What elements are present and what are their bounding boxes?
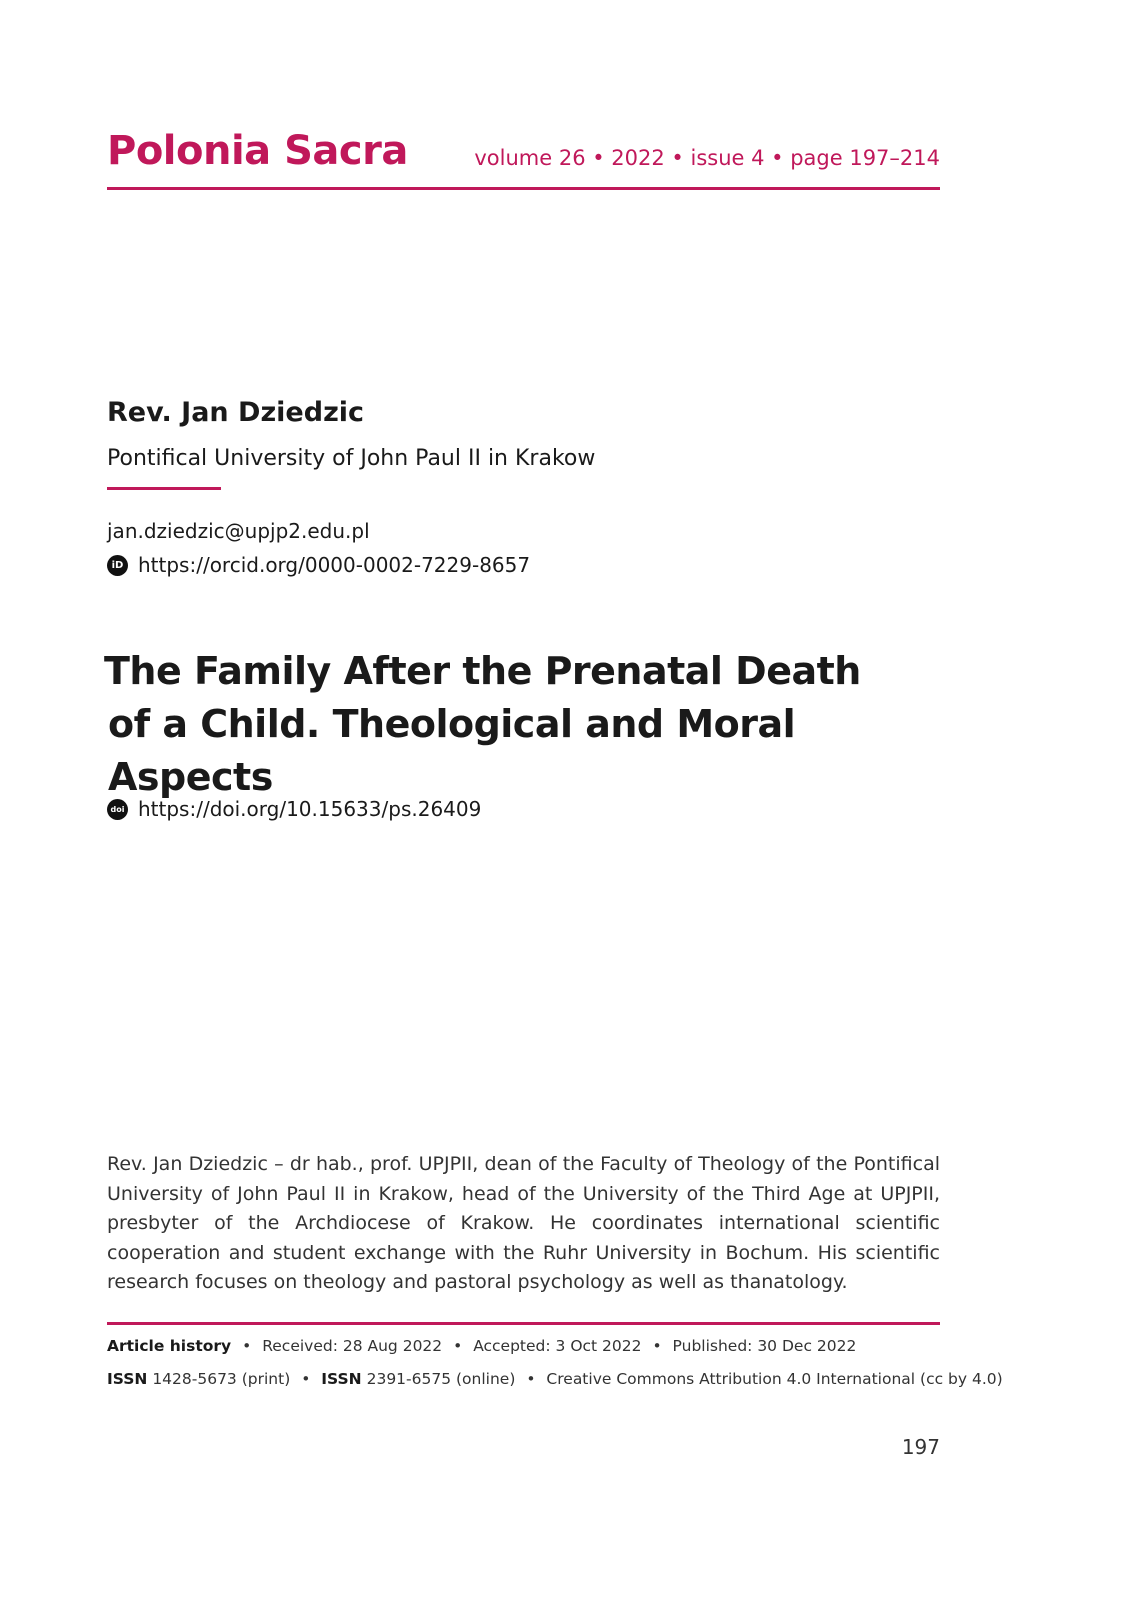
article-title xyxy=(104,645,934,804)
issn-print: 1428-5673 (print) xyxy=(152,1370,291,1388)
orcid-line xyxy=(107,553,530,577)
page-number: 197 xyxy=(901,1435,940,1459)
doi-icon: doi xyxy=(107,799,128,820)
separator: • xyxy=(652,1337,662,1355)
article-title-line-1: The Family After the Prenatal Death xyxy=(104,649,861,693)
journal-name: Polonia Sacra xyxy=(107,128,408,174)
author-name: Rev. Jan Dziedzic xyxy=(107,397,365,428)
separator: • xyxy=(242,1337,252,1355)
doi-line xyxy=(107,797,481,821)
author-affiliation: Pontifical University of John Paul II in Krakow xyxy=(107,446,596,471)
received-date: Received: 28 Aug 2022 xyxy=(262,1337,443,1355)
separator: • xyxy=(453,1337,463,1355)
orcid-link[interactable]: https://orcid.org/0000-0002-7229-8657 xyxy=(138,553,531,577)
doi-link[interactable]: https://doi.org/10.15633/ps.26409 xyxy=(138,797,482,821)
issn-label: ISSN xyxy=(321,1370,362,1388)
header-divider xyxy=(107,187,940,190)
separator: • xyxy=(301,1370,311,1388)
issn-online: 2391-6575 (online) xyxy=(366,1370,516,1388)
journal-meta: volume 26 • 2022 • issue 4 • page 197–214 xyxy=(474,146,940,170)
separator: • xyxy=(526,1370,536,1388)
article-history xyxy=(107,1337,856,1355)
issn-license-line xyxy=(107,1370,1003,1388)
author-divider xyxy=(107,487,221,490)
history-label: Article history xyxy=(107,1337,232,1355)
author-bio: Rev. Jan Dziedzic – dr hab., prof. UPJPII, dean of the Faculty of Theology of the Pontifical University of John Paul II in Krakow, head of the University of the Third Age at UPJPII, presbyter of the Archdiocese of Krakow. He coordinates international scientific cooperation and student exchange with the Ruhr University in Bochum. His scientific research focuses on theology and pastoral psychology as well as thanatology. xyxy=(107,1153,940,1293)
published-date: Published: 30 Dec 2022 xyxy=(672,1337,857,1355)
issn-label: ISSN xyxy=(107,1370,148,1388)
author-email[interactable]: jan.dziedzic@upjp2.edu.pl xyxy=(107,519,370,543)
orcid-icon: iD xyxy=(107,555,128,576)
footer-divider xyxy=(107,1322,940,1325)
article-title-line-2: of a Child. Theological and Moral Aspects xyxy=(108,702,796,799)
accepted-date: Accepted: 3 Oct 2022 xyxy=(473,1337,642,1355)
license-text: Creative Commons Attribution 4.0 International (cc by 4.0) xyxy=(546,1370,1003,1388)
